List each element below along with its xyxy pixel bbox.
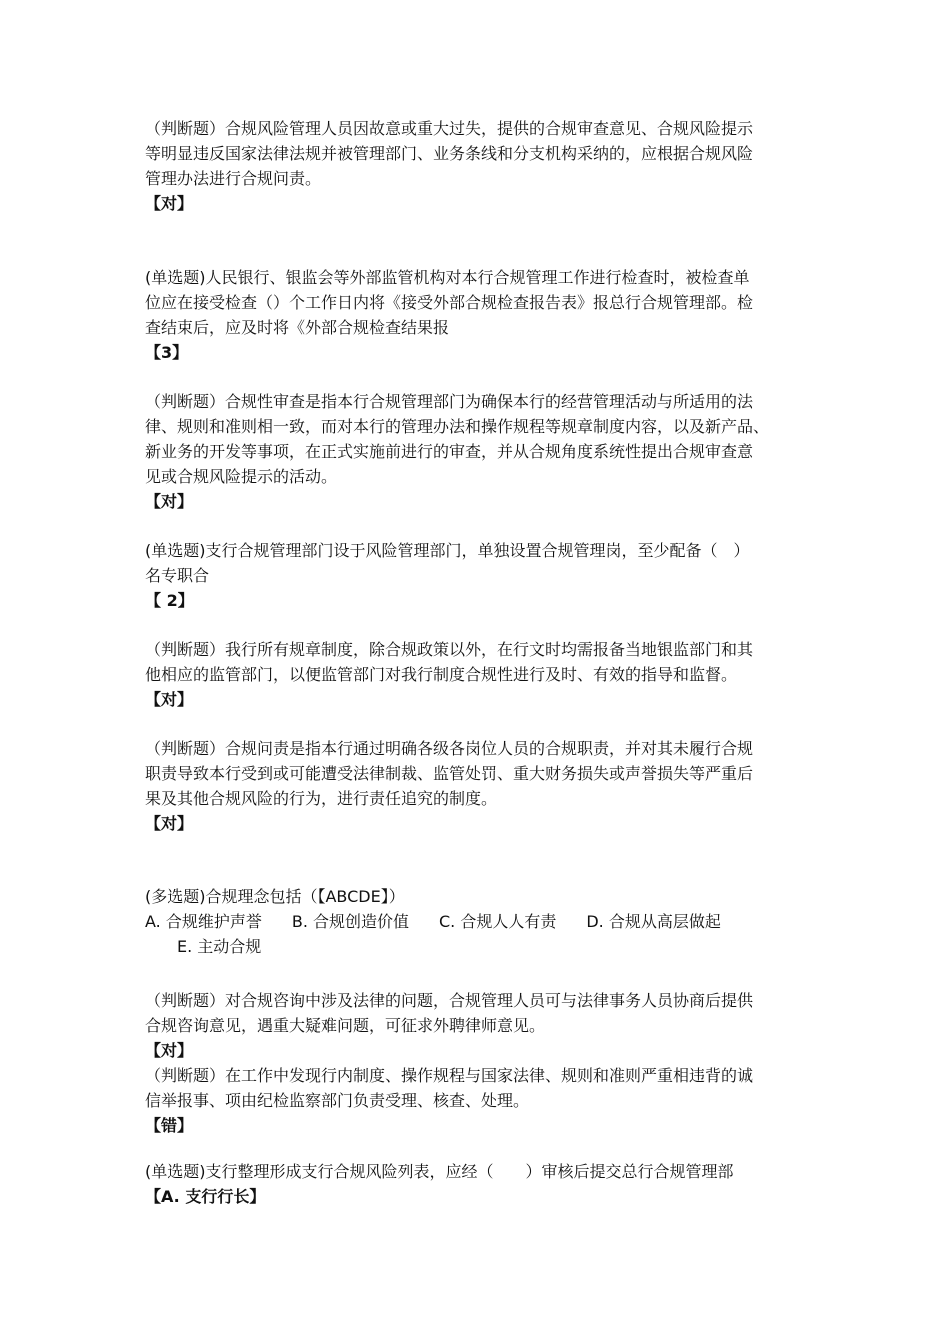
option-c: C. 合规人人有责 <box>439 912 557 931</box>
question-text-line: （判断题）我行所有规章制度，除合规政策以外，在行文时均需报备当地银监部门和其 <box>145 640 754 659</box>
question-block <box>145 116 810 216</box>
question-text-line: （判断题）合规风险管理人员因故意或重大过失，提供的合规审查意见、合规风险提示 <box>145 119 754 138</box>
question-block <box>145 1063 810 1138</box>
answer-text: 【 2】 <box>145 591 194 610</box>
options-row <box>145 909 810 934</box>
question-text-line: (单选题)支行合规管理部门设于风险管理部门，单独设置合规管理岗，至少配备（ ） <box>145 541 750 560</box>
question-text-line: （判断题）对合规咨询中涉及法律的问题，合规管理人员可与法律事务人员协商后提供 <box>145 991 754 1010</box>
question-block <box>145 389 810 514</box>
answer-text: 【对】 <box>145 1041 194 1060</box>
question-text-line: 果及其他合规风险的行为，进行责任追究的制度。 <box>145 789 498 808</box>
option-b: B. 合规创造价值 <box>291 912 409 931</box>
answer-text: 【错】 <box>145 1116 194 1135</box>
question-text-line: 信举报事、项由纪检监察部门负责受理、核查、处理。 <box>145 1091 530 1110</box>
question-text-line: (单选题)支行整理形成支行合规风险列表，应经（ ）审核后提交总行合规管理部 <box>145 1162 734 1181</box>
question-text-line: 等明显违反国家法律法规并被管理部门、业务条线和分支机构采纳的，应根据合规风险 <box>145 144 754 163</box>
question-text-line: 管理办法进行合规问责。 <box>145 169 322 188</box>
answer-text: 【对】 <box>145 492 194 511</box>
question-text-line: （判断题）合规问责是指本行通过明确各级各岗位人员的合规职责，并对其未履行合规 <box>145 739 754 758</box>
question-block <box>145 736 810 836</box>
question-text-line: 新业务的开发等事项，在正式实施前进行的审查，并从合规角度系统性提出合规审查意 <box>145 442 754 461</box>
option-d: D. 合规从高层做起 <box>586 912 721 931</box>
question-text-line: 查结束后，应及时将《外部合规检查结果报 <box>145 318 450 337</box>
question-text-line: 位应在接受检查（）个工作日内将《接受外部合规检查报告表》报总行合规管理部。检 <box>145 293 754 312</box>
option-e: E. 主动合规 <box>177 937 262 956</box>
question-block <box>145 988 810 1063</box>
question-text-line: （判断题）合规性审查是指本行合规管理部门为确保本行的经营管理活动与所适用的法 <box>145 392 754 411</box>
question-text-line: （判断题）在工作中发现行内制度、操作规程与国家法律、规则和准则严重相违背的诚 <box>145 1066 754 1085</box>
question-text-line: 律、规则和准则相一致，而对本行的管理办法和操作规程等规章制度内容，以及新产品、 <box>145 417 770 436</box>
question-text-line: 职责导致本行受到或可能遭受法律制裁、监管处罚、重大财务损失或声誉损失等严重后 <box>145 764 754 783</box>
question-block <box>145 1159 810 1209</box>
answer-text: 【对】 <box>145 814 194 833</box>
answer-text: 【对】 <box>145 194 194 213</box>
question-block <box>145 884 810 959</box>
answer-text: 【A. 支行行长】 <box>145 1187 266 1206</box>
question-text-line: 见或合规风险提示的活动。 <box>145 467 338 486</box>
option-a: A. 合规维护声誉 <box>145 912 262 931</box>
question-text-line: (单选题)人民银行、银监会等外部监管机构对本行合规管理工作进行检查时，被检查单 <box>145 268 750 287</box>
question-text-line: (多选题)合规理念包括（【ABCDE】） <box>145 887 405 906</box>
question-text-line: 名专职合 <box>145 566 210 585</box>
question-text-line: 合规咨询意见，遇重大疑难问题，可征求外聘律师意见。 <box>145 1016 546 1035</box>
question-block <box>145 538 810 613</box>
question-block <box>145 265 810 365</box>
question-block <box>145 637 810 712</box>
question-text-line: 他相应的监管部门，以便监管部门对我行制度合规性进行及时、有效的指导和监督。 <box>145 665 738 684</box>
answer-text: 【3】 <box>145 343 189 362</box>
answer-text: 【对】 <box>145 690 194 709</box>
